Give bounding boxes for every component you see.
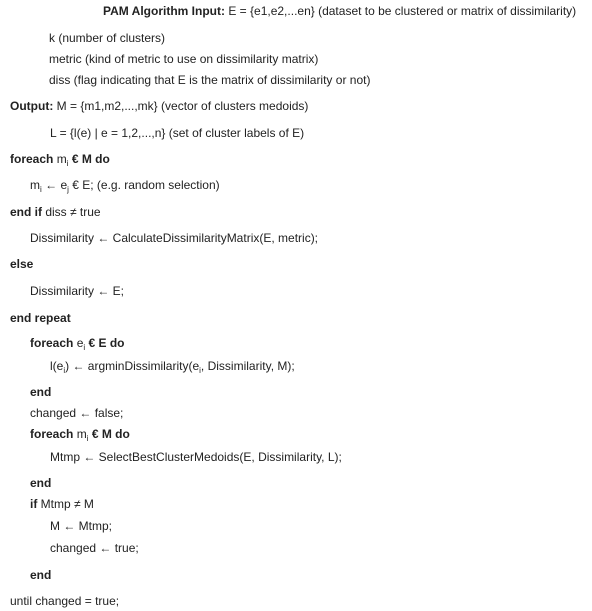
random-selection-line (30, 178, 220, 193)
if-line (30, 497, 94, 512)
select-medoids-line: Mtmp ← SelectBestClusterMedoids(E, Dissimilarity, L); (50, 450, 342, 464)
assign-target-subscript: i (63, 366, 66, 375)
end-keyword: end (30, 385, 52, 399)
dissimilarity-equals-e-line: Dissimilarity ← E; (30, 284, 125, 298)
changed-true-line: changed ← true; (50, 541, 139, 555)
if-condition: Mtmp ≠ M (37, 497, 94, 511)
argmin-assign-line (50, 359, 295, 374)
end-if-keyword: end if (10, 205, 42, 219)
end-keyword: end (30, 476, 52, 490)
input-text: E = {e1,e2,...en} (dataset to be clustered or matrix of dissimilarity) (228, 4, 577, 18)
foreach-keyword: foreach (10, 152, 54, 166)
else-keyword: else (10, 257, 34, 271)
until-line: until changed = true; (10, 594, 120, 608)
assign-target: l(e (50, 359, 64, 373)
algorithm-title: PAM Algorithm (103, 4, 189, 18)
loop-var-subscript: i (83, 343, 86, 352)
loop-var: m (73, 427, 87, 441)
loop-var: m (56, 152, 67, 166)
end-repeat-keyword: end repeat (10, 311, 71, 325)
foreach-element-line (30, 336, 125, 351)
assign-call-subscript: i (199, 366, 201, 375)
input-diss: diss (flag indicating that E is the matrix of dissimilarity or not) (49, 73, 371, 87)
output-line (10, 99, 308, 114)
output-text: M = {m1,m2,...,mk} (vector of clusters medoids) (56, 99, 309, 113)
assign-call: ) ← argminDissimilarity(e (65, 359, 200, 373)
assign-target-subscript: i (40, 185, 42, 194)
loop-var: e (73, 336, 84, 350)
end-if-condition: diss ≠ true (42, 205, 101, 219)
end-keyword: end (30, 568, 52, 582)
input-metric: metric (kind of metric to use on dissimilarity matrix) (49, 52, 319, 66)
assign-source: ← e (41, 178, 68, 192)
calculate-dissimilarity-line: Dissimilarity ← CalculateDissimilarityMatrix(E, metric); (30, 231, 319, 245)
loop-var-subscript: i (66, 159, 69, 168)
output-labels: L = {l(e) | e = 1,2,...,n} (set of cluster labels of E) (50, 126, 305, 140)
foreach-medoid-line (10, 152, 110, 167)
end-if-line (10, 205, 101, 220)
assign-rest: € E; (e.g. random selection) (68, 178, 220, 192)
m-assign-line: M ← Mtmp; (50, 519, 112, 533)
assign-rest: , Dissimilarity, M); (200, 359, 295, 373)
output-label: Output: (10, 99, 54, 113)
if-keyword: if (30, 497, 38, 511)
input-k: k (number of clusters) (49, 31, 166, 45)
loop-var-subscript: i (86, 434, 89, 443)
header-line (103, 4, 576, 19)
foreach-medoid-line-2 (30, 427, 130, 442)
assign-target: m (30, 178, 40, 192)
assign-source-subscript: j (67, 185, 69, 194)
changed-false-line: changed ← false; (30, 406, 124, 420)
foreach-condition: € M do (68, 152, 110, 166)
foreach-condition: € E do (85, 336, 125, 350)
foreach-keyword: foreach (30, 427, 74, 441)
foreach-keyword: foreach (30, 336, 74, 350)
input-label: Input: (191, 4, 225, 18)
foreach-condition: € M do (88, 427, 130, 441)
